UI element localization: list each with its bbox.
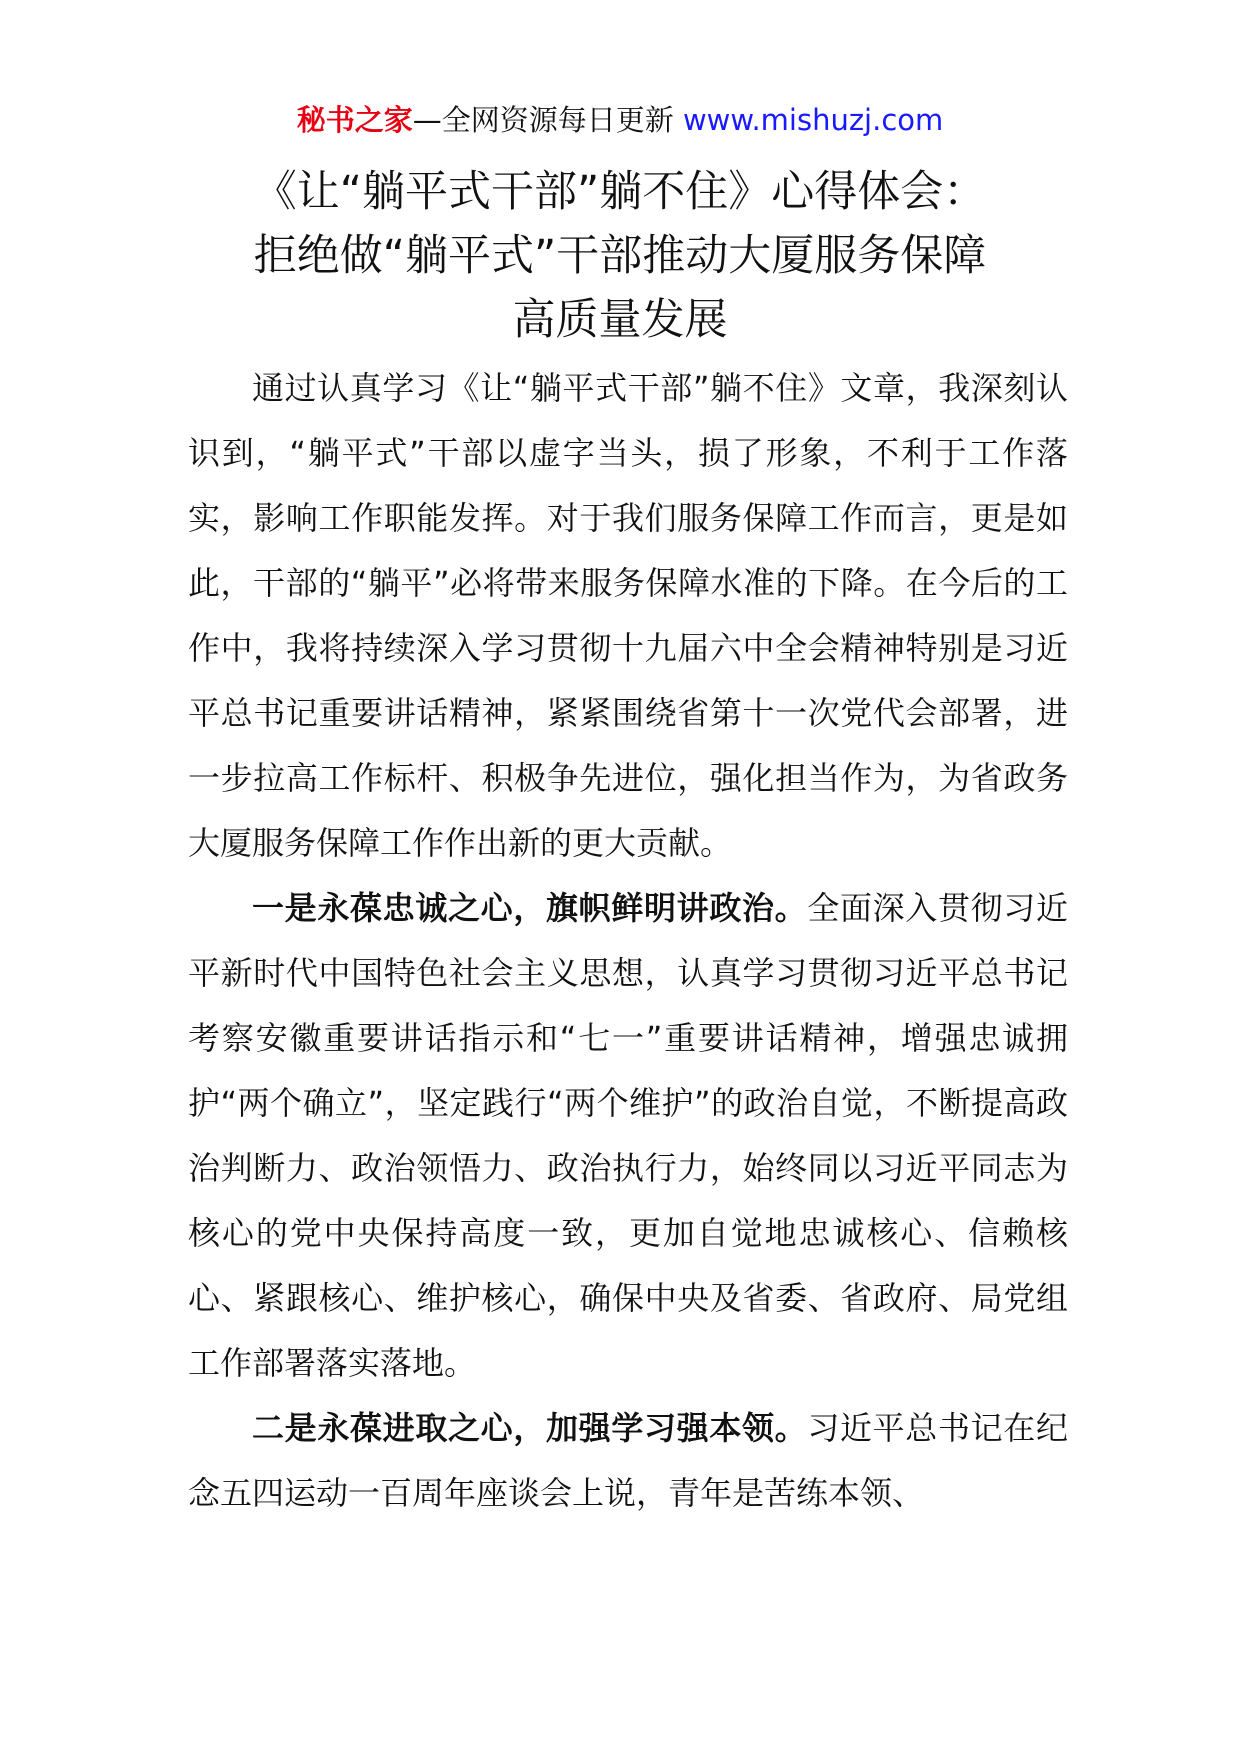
paragraph-2-text: 习近平总书记在纪念五四运动一百周年座谈会上说，青年是苦练本领、 [188,1409,1068,1512]
paragraph-1-text: 全面深入贯彻习近平新时代中国特色社会主义思想，认真学习贯彻习近平总书记考察安徽重要讲话指示和“七一”重要讲话精神，增强忠诚拥护“两个确立”，坚定践行“两个维护”的政治自觉，不断提高政治判断力、政治领悟力、政治执行力，始终同以习近平同志为核心的党中央保持高度一致，更加自觉地忠诚核心、信赖核心、紧跟核心、维护核心，确保中央及省委、省政府、局党组工作部署落实落地。 [188,889,1068,1382]
paragraph-1-heading: 一是永葆忠诚之心，旗帜鲜明讲政治。 [252,889,808,927]
paragraph-2 [188,1396,1068,1526]
intro-paragraph: 通过认真学习《让“躺平式干部”躺不住》文章，我深刻认识到，“躺平式”干部以虚字当头，损了形象，不利于工作落实，影响工作职能发挥。对于我们服务保障工作而言，更是如此，干部的“躺平”必将带来服务保障水准的下降。在今后的工作中，我将持续深入学习贯彻十九届六中全会精神特别是习近平总书记重要讲话精神，紧紧围绕省第十一次党代会部署，进一步拉高工作标杆、积极争先进位，强化担当作为，为省政务大厦服务保障工作作出新的更大贡献。 [188,369,1068,862]
document-body [188,356,1068,1526]
site-url[interactable]: www.mishuzj.com [682,103,944,137]
document-title [150,160,1090,352]
title-line-3: 高质量发展 [512,295,728,345]
title-line-2: 拒绝做“躺平式”干部推动大厦服务保障 [253,231,987,281]
brand-name: 秘书之家 [296,103,413,137]
title-line-1: 《让“躺平式干部”躺不住》心得体会： [253,167,987,217]
paragraph-1 [188,876,1068,1396]
site-header [0,100,1240,140]
paragraph-2-heading: 二是永葆进取之心，加强学习强本领。 [252,1409,808,1447]
header-tagline: —全网资源每日更新 [412,103,683,137]
